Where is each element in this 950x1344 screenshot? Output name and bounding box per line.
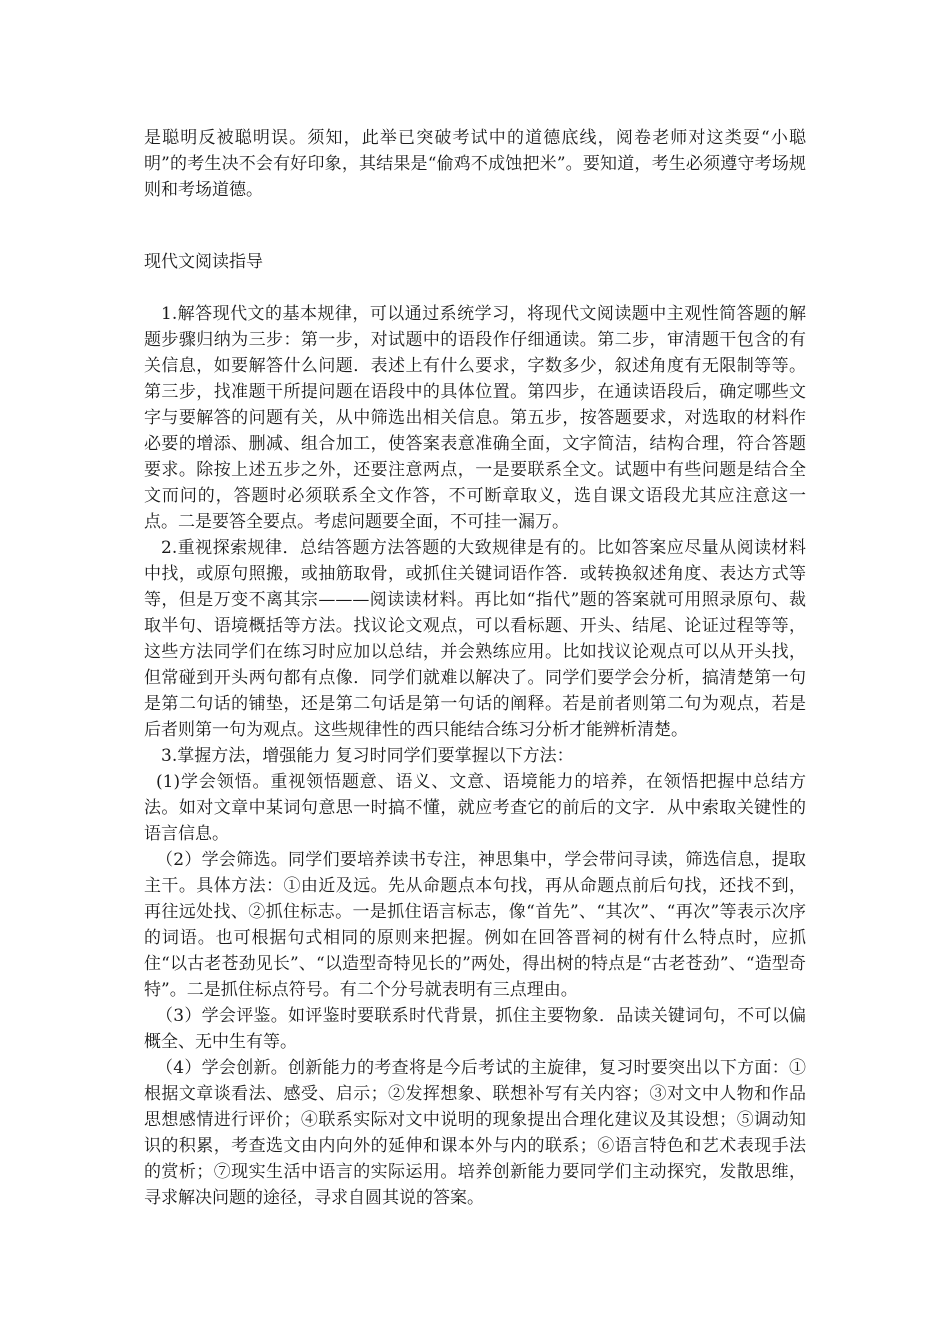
paragraph-1: 1.解答现代文的基本规律，可以通过系统学习，将现代文阅读题中主观性简答题的解题步骤归纳为三步：第一步，对试题中的语段作仔细通读。第二步，审清题干包含的有关信息，如要解答什么问题．表述上有什么要求，字数多少，叙述角度有无限制等等。第三步，找准题干所提问题在语段中的具体位置。第四步，在通读语段后，确定哪些文字与要解答的问题有关，从中筛选出相关信息。第五步，按答题要求，对选取的材料作必要的增添、删减、组合加工，使答案表意准确全面，文字简洁，结构合理，符合答题要求。除按上述五步之外，还要注意两点，一是要联系全文。试题中有些问题是结合全文而问的，答题时必须联系全文作答，不可断章取义，选自课文语段尤其应注意这一点。二是要答全要点。考虑问题要全面，不可挂一漏万。 bbox=[144, 304, 806, 532]
paragraph-2: 2.重视探索规律．总结答题方法答题的大致规律是有的。比如答案应尽量从阅读材料中找，或原句照搬，或抽筋取骨，或抓住关键词语作答．或转换叙述角度、表达方式等等，但是万变不离其宗———阅读读材料。再比如“指代”题的答案就可用照录原句、裁取半句、语境概括等方法。找议论文观点，可以看标题、开头、结尾、论证过程等等，这些方法同学们在练习时应加以总结，并会熟练应用。比如找议论观点可以从开头找，但常碰到开头两句都有点像．同学们就难以解决了。同学们要学会分析，搞清楚第一句是第二句话的铺垫，还是第二句话是第一句话的阐释。若是前者则第二句为观点，若是后者则第一句为观点。这些规律性的西只能结合练习分析才能辨析清楚。 bbox=[144, 538, 806, 740]
paragraph-3: 3.掌握方法，增强能力 复习时同学们要掌握以下方法： bbox=[161, 746, 574, 766]
intro-paragraph: 是聪明反被聪明误。须知，此举已突破考试中的道德底线，阅卷老师对这类耍“小聪明”的考生决不会有好印象，其结果是“偷鸡不成蚀把米”。要知道，考生必须遵守考场规则和考场道德。 bbox=[144, 128, 806, 200]
paragraph-4: (1)学会领悟。重视领悟题意、语义、文意、语境能力的培养，在领悟把握中总结方法。如对文章中某词句意思一时搞不懂，就应考查它的前后的文字．从中索取关键性的语言信息。 bbox=[144, 772, 806, 844]
section-body bbox=[144, 301, 806, 1211]
section-title: 现代文阅读指导 bbox=[144, 252, 263, 272]
paragraph-6: （3）学会评鉴。如评鉴时要联系时代背景，抓住主要物象．品读关键词句，不可以偏概全、无中生有等。 bbox=[144, 1006, 806, 1052]
paragraph-5: （2）学会筛选。同学们要培养读书专注，神思集中，学会带问寻读，筛选信息，提取主干。具体方法：①由近及远。先从命题点本句找，再从命题点前后句找，还找不到，再往远处找、②抓住标志。一是抓住语言标志，像“首先”、“其次”、“再次”等表示次序的词语。也可根据句式相同的原则来把握。例如在回答晋祠的树有什么特点时，应抓住“以古老苍劲见长”、“以造型奇特见长的”两处，得出树的特点是“古老苍劲”、“造型奇特”。二是抓住标点符号。有二个分号就表明有三点理由。 bbox=[144, 850, 806, 1000]
intro-paragraph-block bbox=[144, 125, 806, 203]
paragraph-7: （4）学会创新。创新能力的考查将是今后考试的主旋律，复习时要突出以下方面：①根据文章谈看法、感受、启示；②发挥想象、联想补写有关内容；③对文中人物和作品思想感情进行评价；④联系实际对文中说明的现象提出合理化建议及其设想；⑤调动知识的积累，考查选文由内向外的延伸和课本外与内的联系；⑥语言特色和艺术表现手法的赏析；⑦现实生活中语言的实际运用。培养创新能力要同学们主动探究，发散思维，寻求解决问题的途径，寻求自圆其说的答案。 bbox=[144, 1058, 806, 1208]
